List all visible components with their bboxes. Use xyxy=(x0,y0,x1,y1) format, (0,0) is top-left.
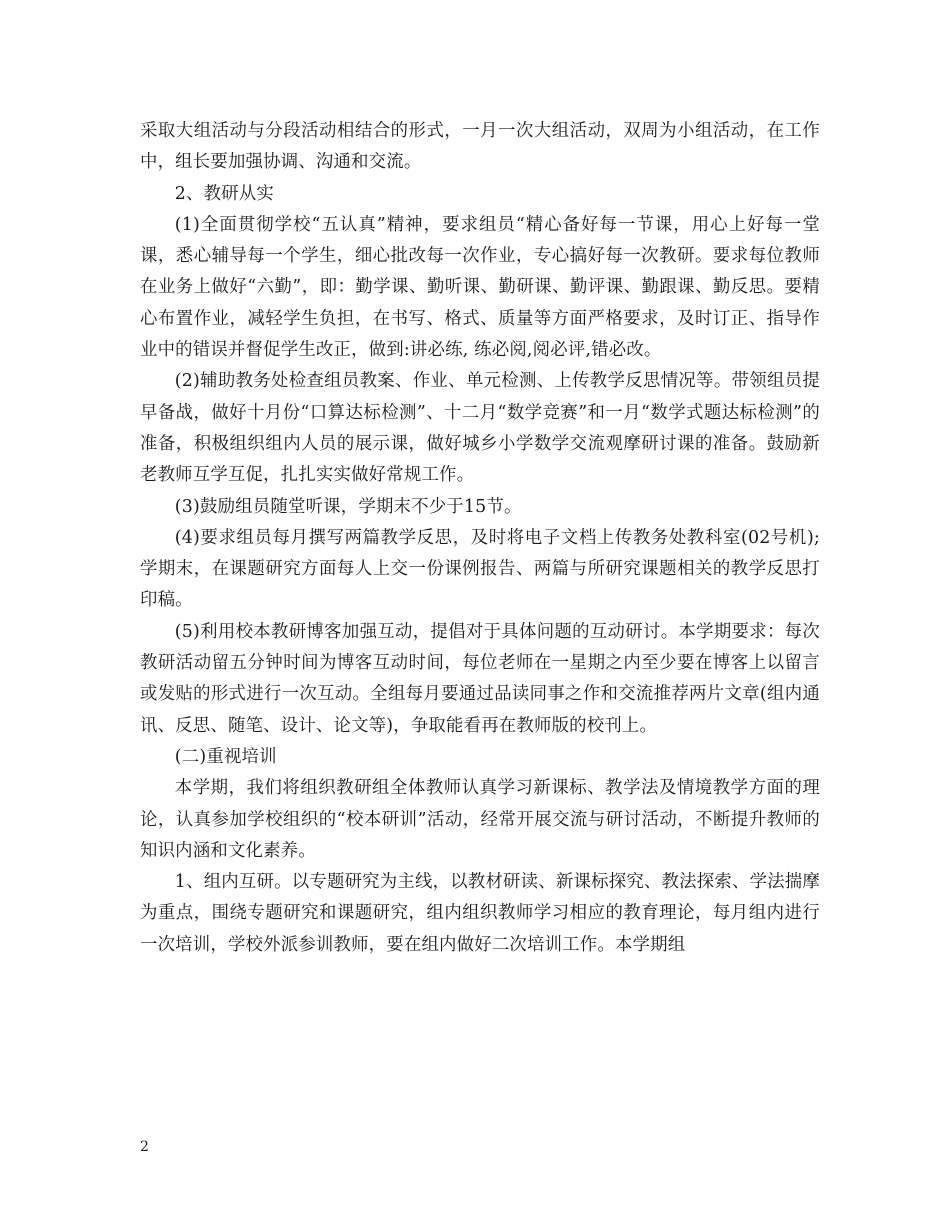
section-heading: 2、教研从实 xyxy=(174,183,275,204)
paragraph: (2)辅助教务处检查组员教案、作业、单元检测、上传教学反思情况等。带领组员提早备战，做好十月份“口算达标检测”、十二月“数学竞赛”和一月“数学式题达标检测”的准备，积极组织组内人员的展示课，做好城乡小学数学交流观摩研讨课的准备。鼓励新老教师互学互促，扎扎实实做好常规工作。 xyxy=(140,371,820,486)
paragraph: 采取大组活动与分段活动相结合的形式，一月一次大组活动，双周为小组活动，在工作中，组长要加强协调、沟通和交流。 xyxy=(140,121,820,173)
section-heading: (二)重视培训 xyxy=(174,746,277,767)
paragraph: (1)全面贯彻学校“五认真”精神，要求组员“精心备好每一节课，用心上好每一堂课，悉心辅导每一个学生，细心批改每一次作业，专心搞好每一次教研。要求每位教师在业务上做好“六勤”，即：勤学课、勤听课、勤研课、勤评课、勤跟课、勤反思。要精心布置作业，减轻学生负担，在书写、格式、质量等方面严格要求，及时订正、指导作业中的错误并督促学生改正，做到:讲必练, 练必阅,阅必评,错必改。 xyxy=(140,214,820,361)
paragraph: (5)利用校本教研博客加强互动，提倡对于具体问题的互动研讨。本学期要求：每次教研活动留五分钟时间为博客互动时间，每位老师在一星期之内至少要在博客上以留言或发贴的形式进行一次互动。全组每月要通过品读同事之作和交流推荐两片文章(组内通讯、反思、随笔、设计、论文等)，争取能看再在教师版的校刊上。 xyxy=(140,621,820,736)
paragraph: (3)鼓励组员随堂听课，学期末不少于15节。 xyxy=(174,496,522,517)
document-body xyxy=(140,116,820,961)
paragraph: 1、组内互研。以专题研究为主线，以教材研读、新课标探究、教法探索、学法揣摩为重点，围绕专题研究和课题研究，组内组织教师学习相应的教育理论，每月组内进行一次培训，学校外派参训教师，要在组内做好二次培训工作。本学期组 xyxy=(140,872,820,955)
paragraph: (4)要求组员每月撰写两篇教学反思，及时将电子文档上传教务处教科室(02号机);学期末，在课题研究方面每人上交一份课例报告、两篇与所研究课题相关的教学反思打印稿。 xyxy=(140,527,820,611)
page-number: 2 xyxy=(140,1139,149,1155)
paragraph: 本学期，我们将组织教研组全体教师认真学习新课标、教学法及情境教学方面的理论，认真参加学校组织的“校本研训”活动，经常开展交流与研讨活动，不断提升教师的知识内涵和文化素养。 xyxy=(140,778,820,861)
